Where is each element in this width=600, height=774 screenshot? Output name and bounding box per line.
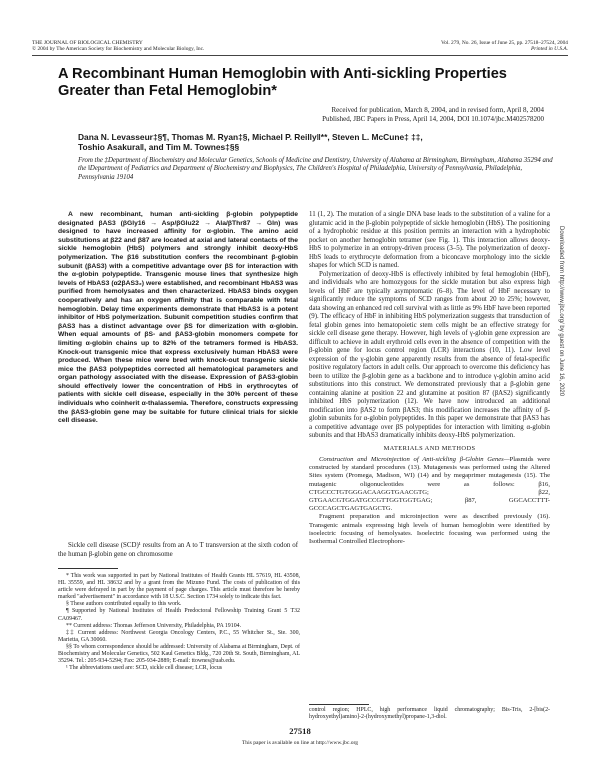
affiliations: From the ‡Department of Biochemistry and Molecular Genetics, Schools of Medicine and Dentistry, University of Alabama at Birmingham, Birmingham, Alabama 35294 and the ‖Department of Pediatrics and Department of Biochemistry and Biophysics, The Children's Hospital of Philadelphia, University of Pennsylvania, Philadelphia, Pennsylvania 19104 [78, 157, 553, 181]
methods-subtitle: Construction and Microinjection of Anti-sickling β-Globin Genes— [319, 456, 510, 463]
methods-heading: MATERIALS AND METHODS [383, 444, 476, 452]
footnote-correspondence: §§ To whom correspondence should be addressed: University of Alabama at Birmingham, Dept. of Biochemistry and Molecular Genetics, 502 Kaul Genetics Bldg., 720 20th St. South, Birmingham, AL 35294. Tel.: 205-934-5294; Fax: 205-934-2889; E-mail: ttownes@uab.edu. [58, 643, 300, 665]
download-sidebar[interactable]: Downloaded from http://www.jbc.org/ by guest on June 16, 2020 [558, 226, 564, 397]
journal-header-right [441, 40, 568, 53]
printed-in: Printed in U.S.A. [531, 46, 568, 53]
abstract: A new recombinant, human anti-sickling β-globin polypeptide designated βAS3 (βGly16 → Asp/βGlu22 → Ala/βThr87 → Gln) was designed to have increased affinity for α-globin. The amino acid substitutions at β22 and β87 are located at axial and lateral contacts of the sickle hemoglobin (HbS) polymers and strongly inhibit deoxy-HbS polymerization. The β16 substitution confers the recombinant β-globin subunit (βAS3) with a competitive advantage over βS for interaction with the α-globin polypeptide. Transgenic mouse lines that synthesize high levels of HbAS3 (α2βAS3₂) were established, and recombinant HbAS3 was purified from hemolysates and then characterized. HbAS3 binds oxygen cooperatively and has an oxygen affinity that is comparable with fetal hemoglobin. Delay time experiments demonstrate that HbAS3 is a potent inhibitor of HbS polymerization. Subunit competition studies confirm that βAS3 has a distinct advantage over βS for dimerization with α-globin. When equal amounts of βS- and βAS3-globin monomers compete for limiting α-globin chains up to 82% of the tetramers formed is HbAS3. Knock-out transgenic mice that express exclusively human HbAS3 were produced. When these mice were bred with knock-out transgenic sickle mice the βAS3 polypeptides corrected all hematological parameters and organ pathology associated with the disease. Expression of βAS3-globin should effectively lower the concentration of HbS in erythrocytes of patients with sickle cell disease, especially in the 30% percent of these individuals who coinherit α-thalassemia. Therefore, constructs expressing the βAS3-globin gene may be suitable for future clinical trials for sickle cell disease. [58, 211, 298, 425]
footnote-abbreviations: ¹ The abbreviations used are: SCD, sickle cell disease; LCR, locus [66, 665, 223, 672]
page-number: 27518 [289, 726, 311, 736]
body-paragraph-1: 11 (1, 2). The mutation of a single DNA base leads to the substitution of a valine for a glutamic acid in the β-globin polypeptide of sickle hemoglobin (HbS). The positioning of a hydrophobic residue at this position permits an interaction with a hydrophobic pocket on another hemoglobin tetramer (see Fig. 1). This interaction allows deoxy-HbS to polymerize in an entropy-driven process (3–5). The polymerization of deoxy-HbS leads to erythrocyte deformation from a biconcave morphology into the sickle shapes for which SCD is named. [309, 211, 550, 269]
footnote-funding: * This work was supported in part by National Institutes of Health Grants HL 57619, HL 43508, HL 35559, and HL 38632 and by a grant from the Mizuno Fund. The costs of publication of this article were defrayed in part by the payment of page charges. This article must therefore be hereby marked "advertisement" in accordance with 18 U.S.C. Section 1734 solely to indicate this fact. [58, 573, 300, 601]
authors-line-2: Toshio Asakura‖, and Tim M. Townes‡§§ [78, 142, 240, 153]
footnote-current-address-2: ‡‡ Current address: Northwest Georgia Oncology Centers, P.C., 55 Whitcher St., Ste. 300, Marietta, GA 30060. [58, 629, 300, 643]
header-rule [32, 55, 568, 56]
footnote-rule [58, 568, 118, 569]
footnote-current-address-1: ** Current address: Thomas Jefferson University, Philadelphia, PA 19104. [66, 622, 242, 629]
footer-availability[interactable]: This paper is available on line at http://www.jbc.org [241, 740, 359, 746]
volume-info: Vol. 279, No. 26, Issue of June 25, pp. 27518–27524, 2004 [440, 40, 568, 46]
body-paragraph-2: Polymerization of deoxy-HbS is effectively inhibited by fetal hemoglobin (HbF), and individuals who are homozygous for the sickle mutation but also express high levels of HbF are typically asymptomatic (6–8). The level of HbF necessary to significantly reduce the symptoms of SCD ranges from about 20 to 25%; however, data showing an enhanced red cell survival with as little as 9% HbF have been reported (9). The efficacy of HbF in inhibiting HbS polymerization suggests that transduction of fetal globin genes into hematopoietic stem cells might be an effective strategy for sickle cell disease gene therapy. However, high levels of γ-globin gene expression are difficult to achieve in adult erythroid cells even in the absence of competition with the β-globin gene for locus control region (LCR) interactions (10, 11). Low level expression of the γ-globin gene apparently results from the absence of fetal-specific positive regulatory factors in adult cells. Our approach to overcome this deficiency has been to utilize the β-globin gene as a backbone and to introduce γ-globin amino acid substitutions into this construct. We demonstrated previously that a β-globin gene containing alanine at position 22 and glutamine at position 87 (βAS2) significantly inhibited HbS polymerization (12). We have now introduced an additional modification into βAS2 to form βAS3; this modification increases the affinity of β-globin subunits for α-globin polypeptides. In this paper we demonstrate that βAS3 has a competitive advantage over βS polypeptides for interaction with limiting α-globin subunits and that HbAS3 dramatically inhibits deoxy-HbS polymerization. [309, 270, 550, 439]
journal-name: THE JOURNAL OF BIOLOGICAL CHEMISTRY [32, 40, 143, 46]
introduction-paragraph: Sickle cell disease (SCD)¹ results from an A to T transversion at the sixth codon of the human β-globin gene on chromosome [58, 542, 298, 558]
methods-paragraph-1-text: Plasmids were constructed by standard procedures (13). Mutagenesis was performed using the Altered Sites system (Promega, Madison, WI) (14) and by megaprimer mutagenesis (15). The mutagenic oligonucleotides were as follows: β16, CTGCCCTGTGGGACAAGGTGAACGTG; β22, GTGAACGTGGATGCCGTTGGTGGTGAG; β87, GGCACCTTT-GCCCAGCTGAGTGAGCTG. [309, 456, 551, 513]
right-column [309, 211, 550, 546]
author-list [78, 132, 548, 153]
publication-info [322, 106, 544, 123]
journal-header-left [32, 40, 204, 53]
footnotes [58, 573, 300, 672]
right-footnote-rule [309, 704, 369, 705]
received-date: Received for publication, March 8, 2004, and in revised form, April 8, 2004 [331, 106, 544, 114]
footnote-fellowship: ¶ Supported by National Institutes of Health Predoctoral Fellowship Training Grant 5 T32 CA09467. [58, 608, 300, 622]
footnote-equal-contribution: § These authors contributed equally to this work. [66, 601, 182, 608]
article-title: A Recombinant Human Hemoglobin with Anti-sickling Properties Greater than Fetal Hemoglobin* [58, 66, 507, 99]
right-footnote: control region; HPLC, high performance liquid chromatography; Bis-Tris, 2-[bis(2-hydroxyethyl)amino]-2-(hydroxymethyl)propane-1,3-diol. [309, 707, 550, 721]
copyright-line: © 2004 by The American Society for Biochemistry and Molecular Biology, Inc. [32, 46, 205, 53]
authors-line-1: Dana N. Levasseur‡§¶, Thomas M. Ryan‡§, Michael P. Reilly‖**, Steven L. McCune‡ ‡‡, [78, 132, 423, 142]
methods-paragraph-1 [309, 456, 550, 513]
methods-paragraph-2: Fragment preparation and microinjection were as described previously (16). Transgenic animals expressing high levels of human hemoglobin were identified by isoelectric focusing of hemolysates. Isoelectric focusing was performed using the Isothermal Controlled Electrophore- [309, 513, 550, 546]
published-date: Published, JBC Papers in Press, April 14, 2004, DOI 10.1074/jbc.M402578200 [322, 114, 544, 123]
